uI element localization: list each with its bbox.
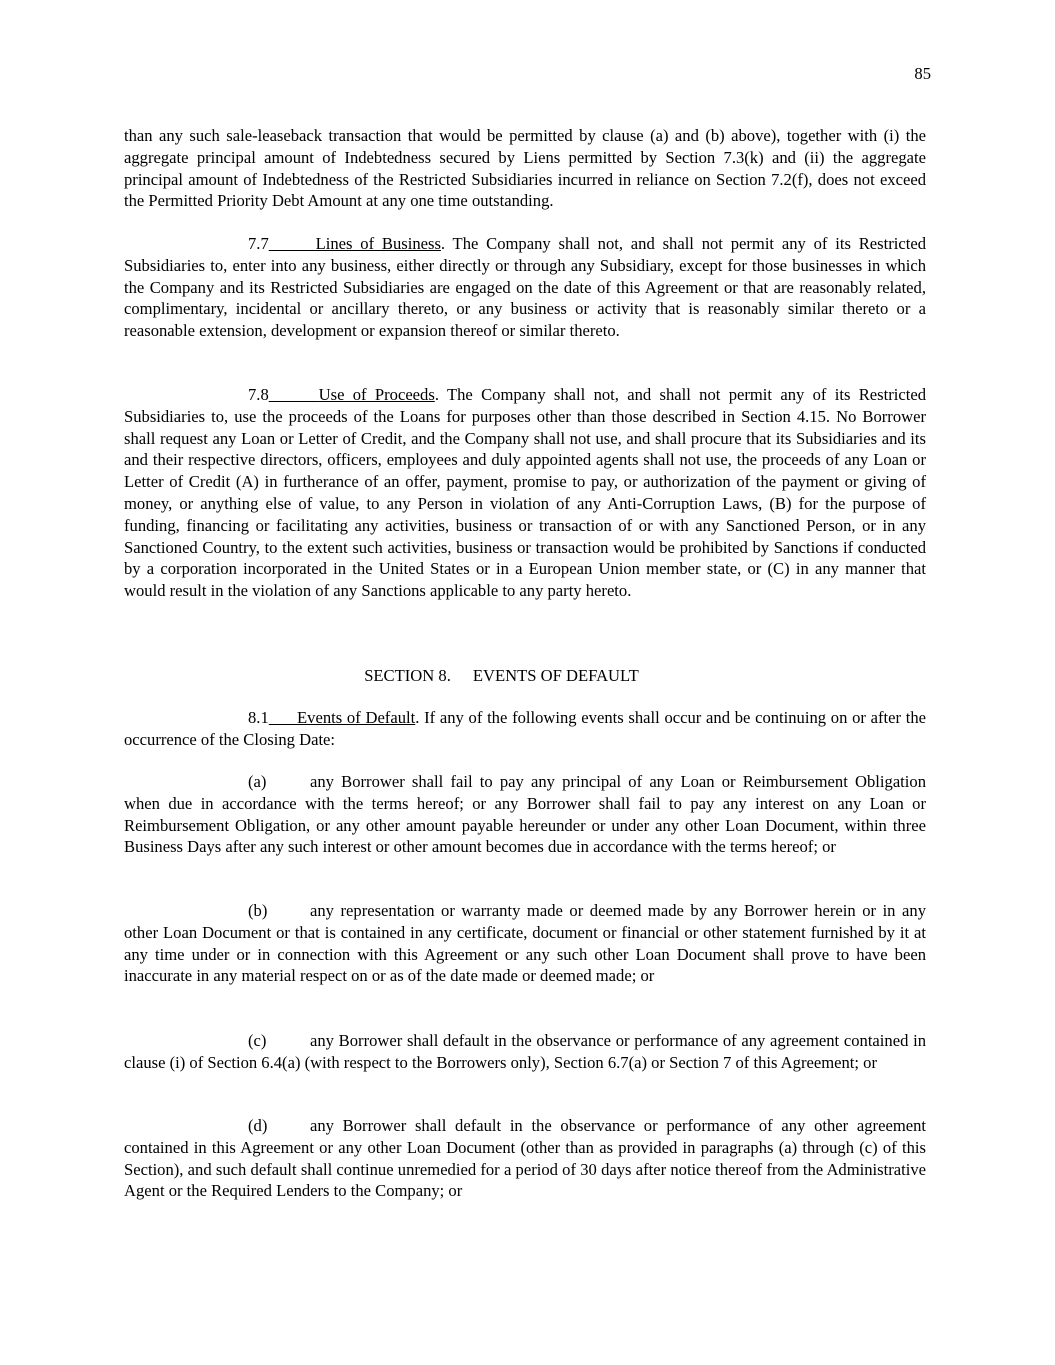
clause-label: (a) xyxy=(248,772,267,791)
clause-label: (c) xyxy=(248,1031,267,1050)
section-number: 7.7 xyxy=(248,234,269,253)
section-title: Lines of Business xyxy=(315,234,441,253)
section-heading-title: EVENTS OF DEFAULT xyxy=(472,666,639,685)
section-7-7 xyxy=(124,233,926,342)
clause-text: any Borrower shall default in the observance or performance of any other agreement contained in this Agreement or any other Loan Document (other than as provided in paragraphs (a) through (c) of this Section), and such default shall continue unremedied for a period of 30 days after notice thereof from the Administrative Agent or the Required Lenders to the Company; or xyxy=(124,1116,926,1201)
clause-text: any Borrower shall default in the observance or performance of any agreement contained in clause (i) of Section 6.4(a) (with respect to the Borrowers only), Section 6.7(a) or Section 7 of this Agreement; or xyxy=(124,1031,926,1072)
section-text: . The Company shall not, and shall not permit any of its Restricted Subsidiaries to, enter into any business, either directly or through any Subsidiary, except for those businesses in which the Company and its Restricted Subsidiaries are engaged on the date of this Agreement or that are reasonably related, complimentary, incidental or ancillary thereto, or any business or activity that is reasonably similar thereto or a reasonable extension, development or expansion thereof or similar thereto. xyxy=(124,234,927,341)
clause-b xyxy=(124,900,926,987)
section-text: . The Company shall not, and shall not permit any of its Restricted Subsidiaries to, use the proceeds of the Loans for purposes other than those described in Section 4.15. No Borrower shall request any Loan or Letter of Credit, and the Company shall not use, and shall procure that its Subsidiaries and its and their respective directors, officers, employees and duly appointed agents shall not use, the proceeds of any Loan or Letter of Credit (A) in furtherance of an offer, payment, promise to pay, or authorization of the payment or giving of money, or anything else of value, to any Person in violation of any Anti-Corruption Laws, (B) for the purpose of funding, financing or facilitating any activities, business or transaction of or with any Sanctioned Person, or in any Sanctioned Country, to the extent such activities, business or transaction would be prohibited by Sanctions if conducted by a corporation incorporated in the United States or in a European Union member state, or (C) in any manner that would result in the violation of any Sanctions applicable to any party hereto. xyxy=(124,385,927,601)
section-title: Events of Default xyxy=(297,708,416,727)
clause-d xyxy=(124,1115,926,1202)
clause-label: (d) xyxy=(248,1116,268,1135)
clause-a xyxy=(124,771,926,858)
page-number: 85 xyxy=(914,64,931,83)
section-title: Use of Proceeds xyxy=(318,385,435,404)
clause-c xyxy=(124,1030,926,1074)
clause-label: (b) xyxy=(248,901,268,920)
paragraph-continuation: than any such sale-leaseback transaction that would be permitted by clause (a) and (b) above), together with (i) the aggregate principal amount of Indebtedness secured by Liens permitted by Section 7.3(k) and (ii) the aggregate principal amount of Indebtedness of the Restricted Subsidiaries incurred in reliance on Section 7.2(f), does not exceed the Permitted Priority Debt Amount at any one time outstanding. xyxy=(124,126,926,211)
clause-text: any representation or warranty made or deemed made by any Borrower herein or in any other Loan Document or that is contained in any certificate, document or financial or other statement furnished by it at any time under or in connection with this Agreement or any such other Loan Document shall prove to have been inaccurate in any material respect on or as of the date made or deemed made; or xyxy=(124,901,926,986)
section-7-8 xyxy=(124,384,926,602)
clause-text: any Borrower shall fail to pay any principal of any Loan or Reimbursement Obligation when due in accordance with the terms hereof; or any Borrower shall fail to pay any interest on any Loan or Reimbursement Obligation, or any other amount payable hereunder or under any other Loan Document, within three Business Days after any such interest or other amount becomes due in accordance with the terms hereof; or xyxy=(124,772,926,857)
section-8-1 xyxy=(124,707,926,751)
section-number: 8.1 xyxy=(248,708,269,727)
section-heading-label: SECTION 8. xyxy=(364,666,451,685)
section-number: 7.8 xyxy=(248,385,269,404)
section-heading xyxy=(0,665,1003,687)
section-text: . If any of the following events shall occur and be continuing on or after the occurrence of the Closing Date: xyxy=(124,708,927,749)
